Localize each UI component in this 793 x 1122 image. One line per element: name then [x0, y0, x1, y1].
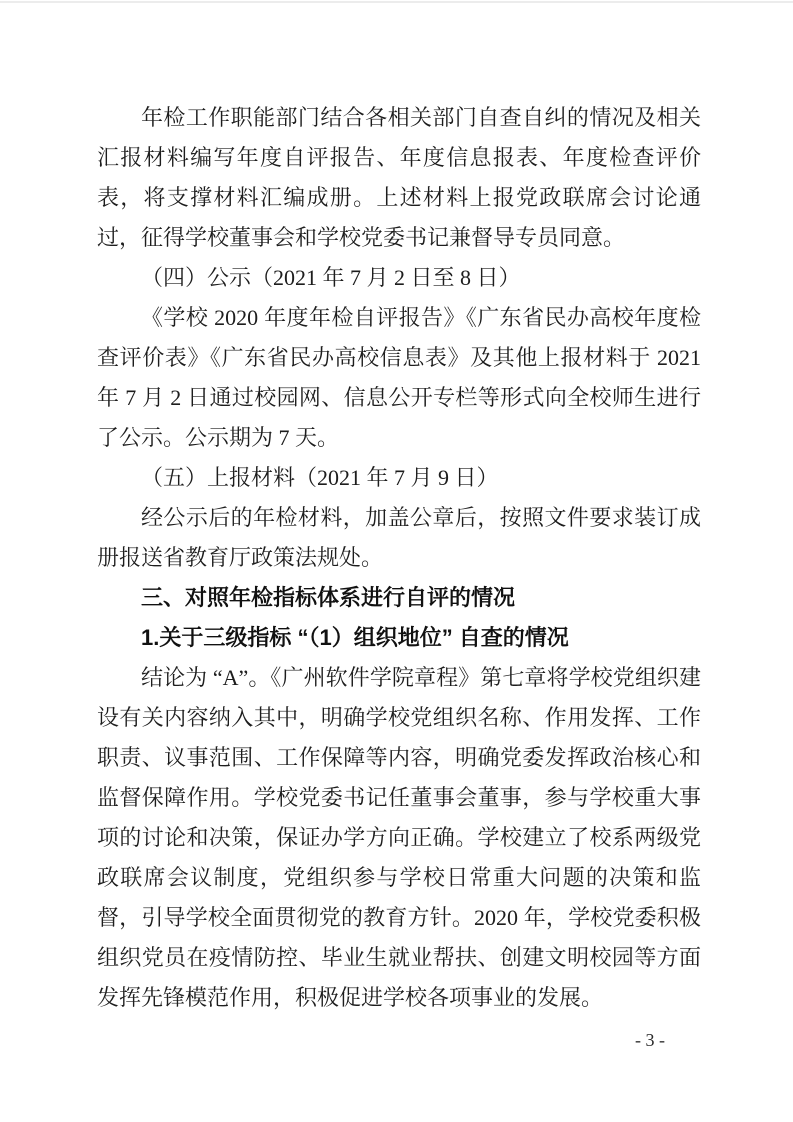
paragraph-section-4-publicity-title: （四）公示（2021 年 7 月 2 日至 8 日） [141, 265, 521, 290]
page-top-edge-divider [0, 1, 793, 3]
paragraph-publicity-details: 《学校 2020 年度年检自评报告》《广东省民办高校年度检查评价表》《广东省民办高校信息表》及其他上报材料于 2021 年 7 月 2 日通过校园网、信息公开专栏等形式向全校师生进行了公示。公示期为 7 天。 [97, 305, 701, 450]
paragraph-conclusion-a-details: 结论为 “A”。《广州软件学院章程》第七章将学校党组织建设有关内容纳入其中，明确学校党组织名称、作用发挥、工作职责、议事范围、工作保障等内容，明确党委发挥政治核心和监督保障作用。学校党委书记任董事会董事，参与学校重大事项的讨论和决策，保证办学方向正确。学校建立了校系两级党政联席会议制度，党组织参与学校日常重大问题的决策和监督，引导学校全面贯彻党的教育方针。2020 年，学校党委积极组织党员在疫情防控、毕业生就业帮扶、创建文明校园等方面发挥先锋模范作用，积极促进学校各项事业的发展。 [97, 665, 701, 1010]
paragraph-section-5-submit-title: （五）上报材料（2021 年 7 月 9 日） [141, 465, 499, 490]
heading-section-3-self-evaluation: 三、对照年检指标体系进行自评的情况 [141, 585, 516, 610]
page-number: - 3 - [635, 1030, 665, 1050]
paragraph-annual-check-materials: 年检工作职能部门结合各相关部门自查自纠的情况及相关汇报材料编写年度自评报告、年度信息报表、年度检查评价表，将支撑材料汇编成册。上述材料上报党政联席会讨论通过，征得学校董事会和学校党委书记兼督导专员同意。 [97, 105, 701, 250]
document-body [97, 98, 701, 1018]
paragraph-submit-details: 经公示后的年检材料，加盖公章后，按照文件要求装订成册报送省教育厅政策法规处。 [97, 505, 701, 570]
heading-indicator-1-organization-status: 1.关于三级指标 “（1）组织地位” 自查的情况 [141, 625, 569, 650]
